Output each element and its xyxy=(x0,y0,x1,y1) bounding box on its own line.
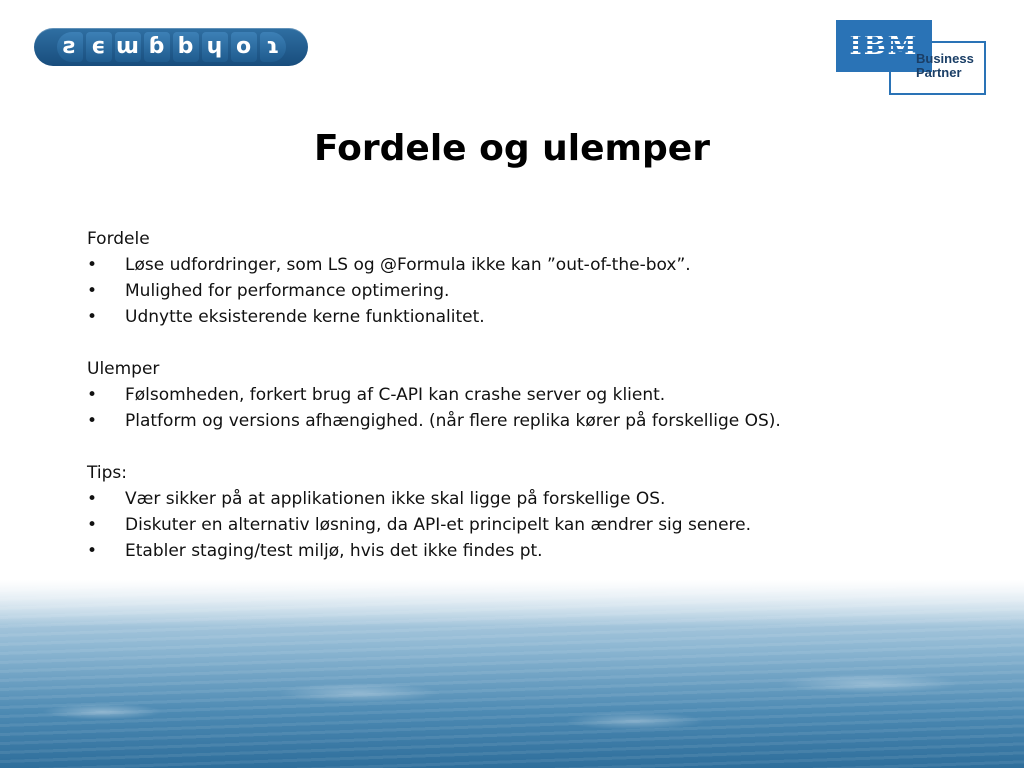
logo-glyph: ϵ xyxy=(86,32,112,62)
list-item xyxy=(87,486,967,512)
bullet-glyph: • xyxy=(87,307,98,327)
logo-glyph: ƨ xyxy=(57,32,83,62)
bullet-glyph: • xyxy=(87,489,98,509)
logo-glyph: ɯ xyxy=(115,32,141,62)
company-logo xyxy=(34,28,308,66)
list-item xyxy=(87,408,967,434)
ibm-business-partner-badge xyxy=(836,20,986,94)
badge-line-business: Business xyxy=(916,51,974,66)
bullet-list xyxy=(87,252,967,330)
logo-glyph: o xyxy=(231,32,257,62)
bullet-list xyxy=(87,486,967,564)
logo-glyph: ɓ xyxy=(144,32,170,62)
list-item-text: Platform og versions afhængighed. (når flere replika kører på forskellige OS). xyxy=(125,411,781,431)
list-item xyxy=(87,278,967,304)
section-ulemper xyxy=(87,356,967,434)
logo-glyph: ɿ xyxy=(260,32,286,62)
slide-body xyxy=(87,226,967,564)
badge-line-partner: Partner xyxy=(916,65,962,80)
section-tips xyxy=(87,460,967,564)
bullet-glyph: • xyxy=(87,281,98,301)
section-heading: Ulemper xyxy=(87,359,160,379)
logo-glyph: ɥ xyxy=(202,32,228,62)
ibm-logo-text: IBM xyxy=(849,31,919,61)
list-item xyxy=(87,252,967,278)
list-item-text: Mulighed for performance optimering. xyxy=(125,281,450,301)
bullet-glyph: • xyxy=(87,385,98,405)
bullet-list xyxy=(87,382,967,434)
logo-glyph: b xyxy=(173,32,199,62)
list-item-text: Diskuter en alternativ løsning, da API-et principelt kan ændrer sig senere. xyxy=(125,515,752,535)
section-fordele xyxy=(87,226,967,330)
list-item xyxy=(87,512,967,538)
bullet-glyph: • xyxy=(87,515,98,535)
list-item xyxy=(87,538,967,564)
bullet-glyph: • xyxy=(87,411,98,431)
list-item xyxy=(87,382,967,408)
water-background-image xyxy=(0,580,1024,768)
list-item-text: Løse udfordringer, som LS og @Formula ikke kan ”out-of-the-box”. xyxy=(125,255,691,275)
list-item-text: Udnytte eksisterende kerne funktionalitet. xyxy=(125,307,485,327)
bullet-glyph: • xyxy=(87,255,98,275)
list-item-text: Etabler staging/test miljø, hvis det ikke findes pt. xyxy=(125,541,543,561)
bullet-glyph: • xyxy=(87,541,98,561)
list-item xyxy=(87,304,967,330)
section-heading: Tips: xyxy=(87,463,127,483)
badge-label xyxy=(916,52,974,80)
slide-title: Fordele og ulemper xyxy=(314,128,710,169)
list-item-text: Følsomheden, forkert brug af C-API kan crashe server og klient. xyxy=(125,385,666,405)
list-item-text: Vær sikker på at applikationen ikke skal ligge på forskellige OS. xyxy=(125,489,666,509)
section-heading: Fordele xyxy=(87,229,150,249)
